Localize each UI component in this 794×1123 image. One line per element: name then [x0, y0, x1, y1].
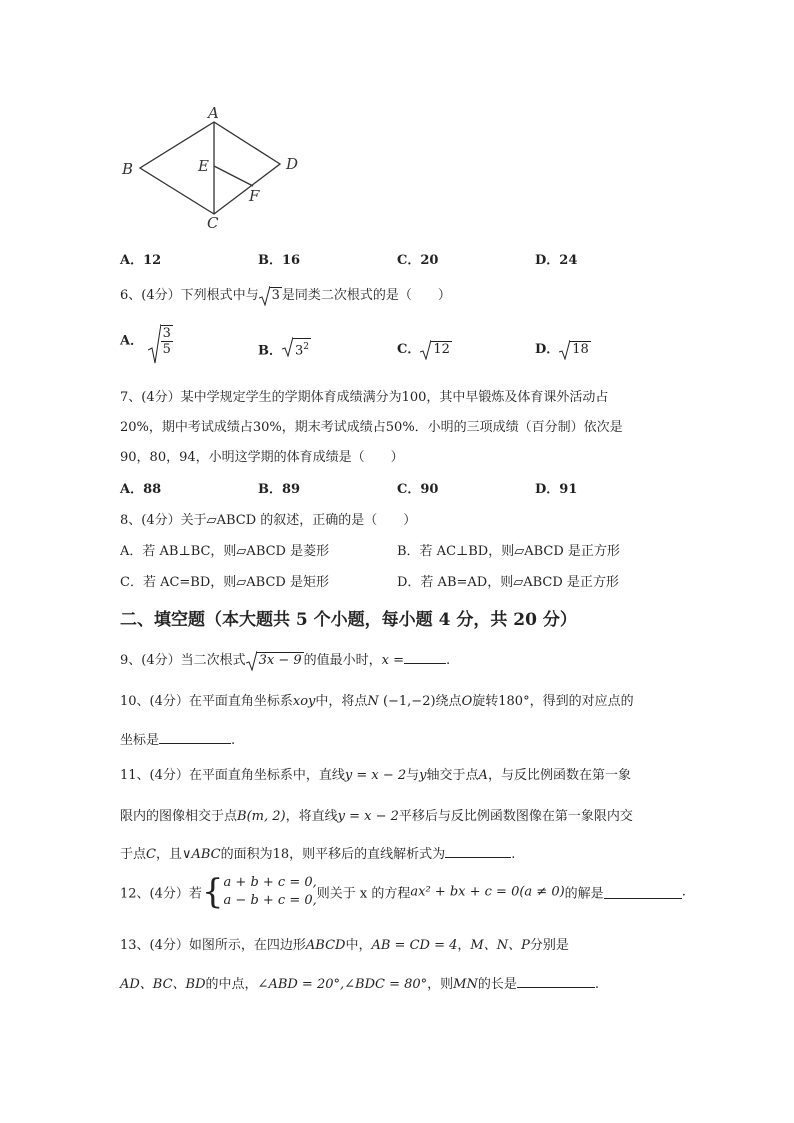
q12-middle: 则关于 x 的方程: [316, 886, 411, 902]
label-d: D: [286, 155, 299, 173]
q6-option-a-letter: A．: [120, 333, 144, 349]
q13-segments: AD、BC、BD: [120, 977, 206, 992]
q6-option-d-radicand: 18: [572, 342, 589, 357]
q10-line-1: [120, 690, 634, 709]
q6-option-c-letter: C．: [397, 342, 421, 357]
q11-answer-blank[interactable]: [445, 845, 511, 858]
label-c: C: [207, 214, 219, 232]
q11-l1a: 11、(4分）在平面直角坐标系中，直线: [120, 768, 345, 783]
q11-point-c: C: [146, 847, 156, 862]
q8-option-c: C．若 AC=BD，则▱ABCD 是矩形: [120, 575, 329, 590]
q10-point-o: O: [461, 694, 473, 709]
q10-degree: 180°: [498, 694, 530, 709]
q6-radicand: 3: [271, 288, 280, 303]
q9-end: .: [446, 653, 451, 668]
label-b: B: [122, 160, 134, 178]
q13-quad: ABCD: [305, 938, 346, 953]
q12-before: 12、(4分）若: [120, 886, 202, 902]
q13-line-1: [120, 934, 569, 953]
q6-option-a: [120, 325, 173, 357]
q6-option-b-sqrt: [282, 338, 311, 359]
q13-l1a: 13、(4分）如图所示，在四边形: [120, 938, 306, 953]
q10-point-n: N: [367, 694, 379, 709]
q13-l2b: 的中点，: [205, 977, 258, 992]
q8-option-b: B．若 AC⊥BD，则▱ABCD 是正方形: [397, 544, 620, 559]
q11-l2a: 限内的图像相交于点: [120, 809, 238, 824]
q9-answer-blank[interactable]: [404, 651, 446, 664]
q7-option-a: A．88: [120, 482, 162, 497]
q10-p2: 中，将点: [315, 694, 368, 709]
rhombus-figure: [118, 100, 318, 235]
q10-p3: 绕点: [435, 694, 462, 709]
q6-option-c: [397, 338, 452, 358]
q13-mn: MN: [453, 977, 478, 992]
q5-option-d: D．24: [535, 253, 578, 268]
q13-angles: ∠ABD = 20°,∠BDC = 80°: [257, 977, 428, 992]
q9-sqrt: [246, 652, 304, 669]
q6-option-a-den: 5: [162, 342, 171, 357]
q7-option-c: C．90: [397, 482, 439, 497]
q11-line-2: [120, 805, 633, 824]
q10-xoy: xoy: [292, 694, 316, 709]
q6-text-after: 是同类二次根式的是（ ）: [281, 288, 451, 303]
q10-p5: ，得到的对应点的: [529, 694, 634, 709]
q9-before: 9、(4分）当二次根式: [120, 653, 246, 668]
q10-line2-text: 坐标是: [120, 733, 160, 748]
q10-end: .: [231, 733, 236, 748]
q7-option-d: D．91: [535, 482, 578, 497]
q12-brace: {: [201, 872, 224, 912]
q11-equation: y = x − 2: [344, 768, 407, 783]
q6-option-c-radicand: 12: [433, 342, 450, 357]
q11-point-b-coord: (m, 2): [246, 809, 286, 824]
q10-answer-blank[interactable]: [159, 731, 231, 744]
q7-line-1: 7、(4分）某中学规定学生的学期体育成绩满分为100，其中早锻炼及体育课外活动占: [120, 390, 609, 405]
q6-option-d-sqrt: [559, 341, 591, 358]
q10-line-2: [120, 729, 235, 748]
label-e: E: [198, 157, 209, 175]
q11-l3a: 于点: [120, 847, 147, 862]
q13-l2c: ，则: [427, 977, 454, 992]
q11-l3c: 的面积为18，则平移后的直线解析式为: [220, 847, 446, 862]
q13-end: .: [594, 977, 600, 992]
label-a: A: [208, 104, 219, 122]
q12-end: .: [681, 884, 686, 900]
q11-line-1: [120, 764, 631, 783]
q11-triangle: ∨ABC: [181, 847, 221, 862]
q11-l2c: 平移后与反比例函数图像在第一象限内交: [398, 809, 633, 824]
q8-stem: 8、(4分）关于▱ABCD 的叙述，正确的是（ ）: [120, 513, 417, 528]
segment-ef: [214, 166, 253, 186]
q6-option-b-radicand: 3: [295, 343, 304, 359]
q8-option-d: D．若 AB=AD，则▱ABCD 是正方形: [397, 575, 619, 590]
q12-answer-blank[interactable]: [604, 886, 682, 899]
q11-l1b: 与: [406, 768, 420, 783]
q5-option-b: B．16: [258, 253, 301, 268]
q11-l1c: 轴交于点: [426, 768, 479, 783]
q13-answer-blank[interactable]: [517, 975, 595, 988]
q12: [120, 874, 686, 910]
q7-line-2: 20%，期中考试成绩占30%，期末考试成绩占50%．小明的三项成绩（百分制）依次是: [120, 420, 623, 435]
q10-p4: 旋转: [472, 694, 499, 709]
q6-option-d: [535, 338, 591, 358]
q6-option-a-sqrt: [148, 325, 173, 357]
q13-points: M、N、P: [470, 938, 530, 953]
q12-eq2: a − b + c = 0,: [223, 893, 317, 908]
q13-equation: AB = CD = 4: [371, 938, 458, 953]
q7-line-3: 90，80，94，小明这学期的体育成绩是（ ）: [120, 450, 404, 465]
q6-sqrt: [259, 287, 282, 304]
q6-option-b-sup: 2: [303, 342, 310, 352]
q13-line-2: [120, 973, 599, 992]
q9-radicand: 3x − 9: [258, 653, 302, 668]
q11-end: .: [511, 847, 516, 862]
q6-option-c-sqrt: [420, 341, 452, 358]
q10-coord: (−1,−2): [382, 694, 436, 709]
q11-y: y: [419, 768, 427, 783]
q11-l3b: ，且: [155, 847, 182, 862]
q12-system: [224, 874, 317, 910]
q6-option-b: [258, 338, 311, 359]
q6-option-b-letter: B．: [258, 343, 282, 359]
q6-text-before: 6、(4分）下列根式中与: [120, 288, 259, 303]
label-f: F: [249, 187, 260, 205]
q6-option-d-letter: D．: [535, 342, 560, 357]
q13-l1c: ，: [457, 938, 471, 953]
q8-option-a: A．若 AB⊥BC，则▱ABCD 是菱形: [120, 544, 330, 559]
section-heading-fill-blank: 二、填空题（本大题共 5 个小题，每小题 4 分，共 20 分）: [120, 610, 577, 630]
q5-option-c: C．20: [397, 253, 439, 268]
q6-option-a-num: 3: [162, 326, 171, 341]
q9-middle: 的值最小时，: [303, 653, 382, 668]
q9: [120, 649, 450, 669]
q7-option-b: B．89: [258, 482, 301, 497]
q11-l1d: ，与反比例函数在第一象: [487, 768, 631, 783]
q6-stem: [120, 284, 451, 304]
q12-equation: ax² + bx + c = 0(a ≠ 0): [410, 884, 565, 900]
q12-eq1: a + b + c = 0,: [223, 875, 317, 890]
q11-line-3: [120, 843, 515, 862]
q11-equation-2: y = x − 2: [337, 809, 399, 824]
q13-l1b: 中，: [345, 938, 372, 953]
q11-point-a: A: [478, 768, 488, 783]
q11-l2b: ，将直线: [285, 809, 338, 824]
q9-variable: x =: [381, 653, 405, 668]
q12-after: 的解是: [564, 886, 604, 902]
q10-p1: 10、(4分）在平面直角坐标系: [120, 694, 293, 709]
q13-l1d: 分别是: [529, 938, 569, 953]
q11-point-b: B: [237, 809, 247, 824]
q13-l2d: 的长是: [477, 977, 517, 992]
q5-option-a: A．12: [120, 253, 162, 268]
